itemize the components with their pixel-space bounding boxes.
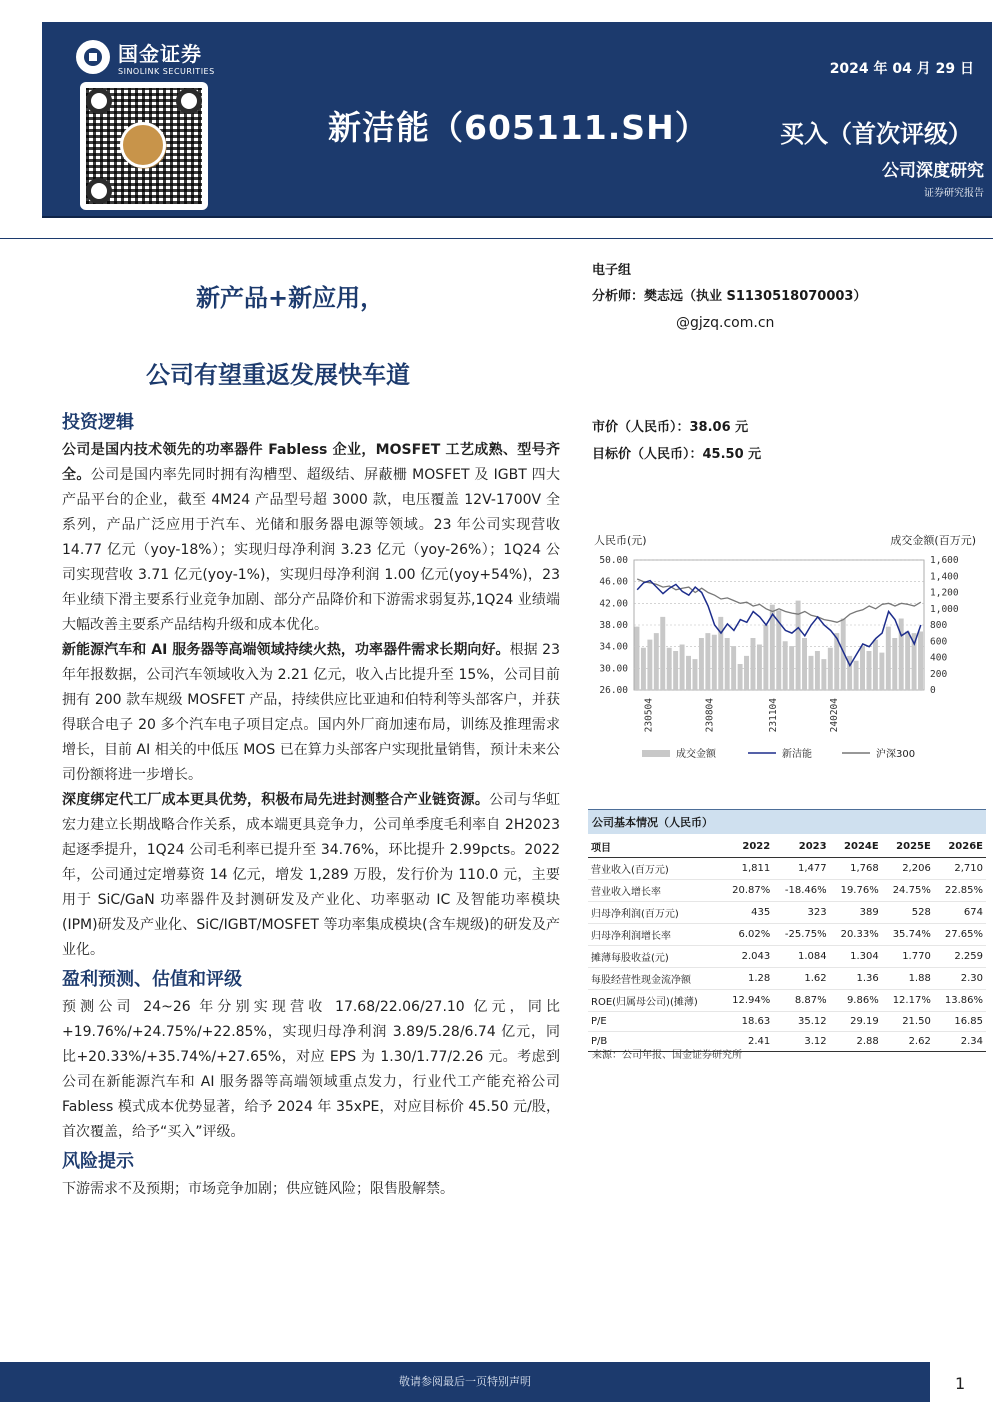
volume-bar: [680, 645, 685, 691]
table-source: 来源：公司年报、国金证券研究所: [592, 1050, 742, 1061]
table-cell: 2.41: [721, 1032, 773, 1052]
table-row: [588, 924, 986, 946]
paragraph: 下游需求不及预期；市场竞争加剧；供应链风险；限售股解禁。: [62, 1181, 454, 1197]
table-cell: P/B: [588, 1032, 721, 1052]
table-title: 公司基本情况（人民币）: [588, 809, 986, 834]
volume-bar: [705, 633, 710, 690]
legend-label: 沪深300: [876, 749, 916, 760]
table-cell: 2.88: [830, 1032, 882, 1052]
table-cell: ROE(归属母公司)(摊薄): [588, 990, 721, 1012]
table-cell: 19.76%: [830, 880, 882, 902]
table-cell: 435: [721, 902, 773, 924]
volume-bar: [892, 638, 897, 690]
table-cell: 1.88: [882, 968, 934, 990]
table-row: [588, 902, 986, 924]
company-logo: [76, 38, 215, 76]
volume-bar: [635, 627, 640, 690]
volume-bar: [783, 641, 788, 690]
y-tick-right: 1,200: [930, 587, 959, 599]
table-cell: 摊薄每股收益(元): [588, 946, 721, 968]
analyst-email[interactable]: @gjzq.com.cn: [676, 315, 775, 331]
table-header-cell: 2022: [721, 836, 773, 858]
table-cell: 1.770: [882, 946, 934, 968]
section-title: 风险提示: [62, 1151, 134, 1172]
headline-line2: 公司有望重返发展快车道: [146, 361, 410, 389]
financial-table: [588, 836, 986, 1052]
table-cell: 389: [830, 902, 882, 924]
table-cell: 22.85%: [934, 880, 986, 902]
market-price: 市价（人民币）：38.06 元: [592, 420, 749, 435]
rating: 买入（首次评级）: [780, 120, 972, 148]
x-tick: 231104: [768, 698, 780, 733]
table-cell: 2.62: [882, 1032, 934, 1052]
divider: [0, 238, 993, 239]
table-header-cell: 2026E: [934, 836, 986, 858]
volume-bar: [751, 638, 756, 690]
table-row: [588, 880, 986, 902]
table-cell: 营业收入(百万元): [588, 858, 721, 880]
table-cell: P/E: [588, 1012, 721, 1032]
y-tick-right: 1,600: [930, 555, 959, 566]
y-tick-right: 1,000: [930, 603, 959, 615]
analyst-meta: [592, 258, 866, 336]
qr-badge-icon: [120, 122, 166, 168]
table-row: [588, 990, 986, 1012]
table-cell: 21.50: [882, 1012, 934, 1032]
footer-notice: 敬请参阅最后一页特别声明: [399, 1375, 531, 1388]
volume-bar: [693, 659, 698, 690]
section-title: 盈利预测、估值和评级: [62, 969, 242, 990]
volume-bar: [789, 646, 794, 690]
report-title: 新洁能（605111.SH）: [328, 108, 709, 147]
right-axis-label: 成交金额(百万元): [890, 534, 976, 547]
table-header-cell: 2023: [773, 836, 829, 858]
table-header-cell: 项目: [588, 836, 721, 858]
y-tick-left: 50.00: [599, 555, 628, 566]
table-row: [588, 968, 986, 990]
table-cell: 1.304: [830, 946, 882, 968]
y-tick-left: 30.00: [599, 663, 628, 675]
table-cell: 每股经营性现金流净额: [588, 968, 721, 990]
table-cell: 2.34: [934, 1032, 986, 1052]
volume-bar: [879, 653, 884, 690]
main-content: [62, 408, 560, 1204]
table-header-cell: 2024E: [830, 836, 882, 858]
table-cell: 12.94%: [721, 990, 773, 1012]
volume-bar: [647, 640, 652, 690]
section-risk: [62, 1147, 560, 1202]
paragraph: 公司是国内技术领先的功率器件 Fabless 企业，MOSFET 工艺成熟、型号齐全。公司是国内率先同时拥有沟槽型、超级结、屏蔽栅 MOSFET 及 IGBT 四大产品平台的企业，截至 4M24 产品型号超 3000 款，电压覆盖 12V-1700V 全系列，产品广泛应用于汽车、光储和服务器电源等领域。23 年公司实现营收 14.77 亿元（yoy-18%）；实现归母净利润 3.23 亿元（yoy-26%）；1Q24 公司实现营收 3.71 亿元(yoy-1%)，实现归母净利润 1.00 亿元(yoy+54%)，23 年业绩下滑主要系行业竞争加剧、部分产品降价和下游需求弱复苏,1Q24 业绩端大幅改善主要系产品结构升级和成本优化。: [62, 442, 560, 633]
table-cell: 12.17%: [882, 990, 934, 1012]
stock-chart-svg: [588, 528, 978, 768]
table-cell: 528: [882, 902, 934, 924]
table-cell: 13.86%: [934, 990, 986, 1012]
table-cell: -18.46%: [773, 880, 829, 902]
volume-bar: [918, 632, 923, 691]
headline-line1: 新产品+新应用，: [196, 284, 385, 312]
volume-bar: [757, 645, 762, 691]
section-forecast: [62, 965, 560, 1145]
table-row: [588, 858, 986, 880]
table-cell: 1,477: [773, 858, 829, 880]
table-cell: 18.63: [721, 1012, 773, 1032]
table-cell: 1.62: [773, 968, 829, 990]
y-tick-right: 600: [930, 636, 948, 648]
table-cell: 24.75%: [882, 880, 934, 902]
paragraph: 深度绑定代工厂成本更具优势，积极布局先进封测整合产业链资源。公司与华虹宏力建立长期战略合作关系，成本端更具竞争力，公司单季度毛利率自 2H2023 起逐季提升，1Q24 公司毛利率已提升至 34.76%，环比提升 2.99pcts。2022 年，公司通过定增募资 14 亿元，增发 1,289 万股，发行价为 110.0 元，主要用于 SiC/GaN 功率器件及封测研发及产业化、功率驱动 IC 及智能功率模块(IPM)研发及产业化、SiC/IGBT/MOSFET 等功率集成模块(含车规级)的研发及产业化。: [62, 792, 561, 958]
table-cell: 20.87%: [721, 880, 773, 902]
table-cell: 1.28: [721, 968, 773, 990]
table-cell: 2,710: [934, 858, 986, 880]
table-cell: 2.30: [934, 968, 986, 990]
volume-bar: [821, 659, 826, 690]
price-info: [592, 414, 761, 468]
legend-label: 新洁能: [782, 749, 812, 760]
y-tick-right: 200: [930, 668, 948, 680]
volume-bar: [860, 646, 865, 690]
report-type: 公司深度研究: [882, 161, 984, 181]
y-tick-right: 1,400: [930, 571, 959, 583]
table-cell: -25.75%: [773, 924, 829, 946]
y-tick-right: 800: [930, 620, 948, 631]
volume-bar: [886, 627, 891, 690]
x-tick: 240204: [829, 698, 840, 733]
volume-bar: [802, 638, 807, 690]
analyst-name: 分析师：樊志远（执业 S1130518070003）: [592, 289, 867, 304]
volume-bar: [744, 656, 749, 690]
table-cell: 27.65%: [934, 924, 986, 946]
table-cell: 3.12: [773, 1032, 829, 1052]
y-tick-left: 46.00: [599, 576, 628, 588]
stock-chart: [588, 528, 978, 768]
volume-bar: [667, 648, 672, 690]
volume-bar: [738, 664, 743, 690]
qr-code-icon: [80, 82, 208, 210]
table-cell: 8.87%: [773, 990, 829, 1012]
y-tick-left: 42.00: [599, 598, 628, 610]
table-cell: 2,206: [882, 858, 934, 880]
table-row: [588, 946, 986, 968]
y-tick-left: 34.00: [599, 641, 628, 653]
qr-corner-icon: [176, 88, 202, 114]
table-cell: 1,811: [721, 858, 773, 880]
page-number: 1: [955, 1374, 966, 1393]
volume-bar: [725, 638, 730, 690]
volume-bar: [660, 617, 665, 690]
volume-bar: [905, 632, 910, 691]
x-tick: 230504: [643, 698, 655, 733]
table-cell: 20.33%: [830, 924, 882, 946]
paragraph: 新能源汽车和 AI 服务器等高端领域持续火热，功率器件需求长期向好。根据 23 年年报数据，公司汽车领域收入为 2.21 亿元，收入占比提升至 15%，公司目前拥有 200 款车规级 MOSFET 产品，持续供应比亚迪和伯特利等头部客户，并获得联合电子 20 多个汽车电子项目定点。国内外厂商加速布局，训练及推理需求增长，目前 AI 相关的中低压 MOS 已在算力头部客户实现批量销售，预计未来公司份额将进一步增长。: [62, 642, 560, 783]
table-cell: 1,768: [830, 858, 882, 880]
report-subtype: 证券研究报告: [924, 188, 984, 199]
volume-bar: [673, 651, 678, 690]
qr-corner-icon: [86, 88, 112, 114]
volume-bar: [654, 633, 659, 690]
volume-bar: [873, 640, 878, 690]
volume-bar: [712, 635, 717, 690]
table-cell: 2.259: [934, 946, 986, 968]
qr-corner-icon: [86, 178, 112, 204]
y-tick-right: 0: [930, 685, 936, 696]
table-cell: 归母净利润(百万元): [588, 902, 721, 924]
section-title: 投资逻辑: [62, 412, 134, 433]
table-cell: 29.19: [830, 1012, 882, 1032]
logo-en: SINOLINK SECURITIES: [118, 67, 215, 76]
report-date: 2024 年 04 月 29 日: [829, 61, 974, 77]
volume-bar: [731, 646, 736, 690]
table-header-cell: 2025E: [882, 836, 934, 858]
table-cell: 6.02%: [721, 924, 773, 946]
volume-bar: [815, 651, 820, 690]
volume-bar: [867, 651, 872, 690]
table-row: [588, 1012, 986, 1032]
x-tick: 230804: [704, 698, 716, 733]
y-tick-left: 38.00: [599, 620, 628, 631]
table-cell: 35.12: [773, 1012, 829, 1032]
volume-bar: [809, 656, 814, 690]
table-cell: 归母净利润增长率: [588, 924, 721, 946]
volume-bar: [641, 648, 646, 690]
table-cell: 323: [773, 902, 829, 924]
volume-bar: [828, 648, 833, 690]
table-cell: 16.85: [934, 1012, 986, 1032]
table-cell: 营业收入增长率: [588, 880, 721, 902]
volume-bar: [686, 656, 691, 690]
table-cell: 1.084: [773, 946, 829, 968]
table-cell: 674: [934, 902, 986, 924]
legend-label: 成交金额: [676, 749, 716, 760]
table-cell: 35.74%: [882, 924, 934, 946]
volume-bar: [763, 625, 768, 690]
table-header-row: [588, 836, 986, 858]
group-name: 电子组: [592, 263, 632, 278]
section-logic: [62, 408, 560, 963]
volume-bar: [854, 661, 859, 690]
table-cell: 2.043: [721, 946, 773, 968]
table-cell: 9.86%: [830, 990, 882, 1012]
y-tick-right: 400: [930, 652, 948, 664]
paragraph: 预测公司 24~26 年分别实现营收 17.68/22.06/27.10 亿元，同比+19.76%/+24.75%/+22.85%，实现归母净利润 3.89/5.28/6.74 亿元，同比+20.33%/+35.74%/+27.65%，对应 EPS 为 1.30/1.77/2.26 元。考虑到公司在新能源汽车和 AI 服务器等高端领域重点发力，行业代工产能充裕公司 Fabless 模式成本优势显著，给予 2024 年 35xPE，对应目标价 45.50 元/股，首次覆盖，给予“买入”评级。: [62, 999, 560, 1140]
legend-volume-swatch: [642, 750, 670, 757]
left-axis-label: 人民币(元): [594, 534, 647, 547]
volume-bar: [699, 638, 704, 690]
target-price: 目标价（人民币）：45.50 元: [592, 447, 762, 462]
table-cell: 1.36: [830, 968, 882, 990]
header-banner: [42, 22, 992, 218]
sinolink-logo-icon: [76, 40, 110, 74]
volume-bar: [718, 617, 723, 690]
logo-cn: 国金证券: [118, 42, 202, 66]
y-tick-left: 26.00: [599, 685, 628, 696]
